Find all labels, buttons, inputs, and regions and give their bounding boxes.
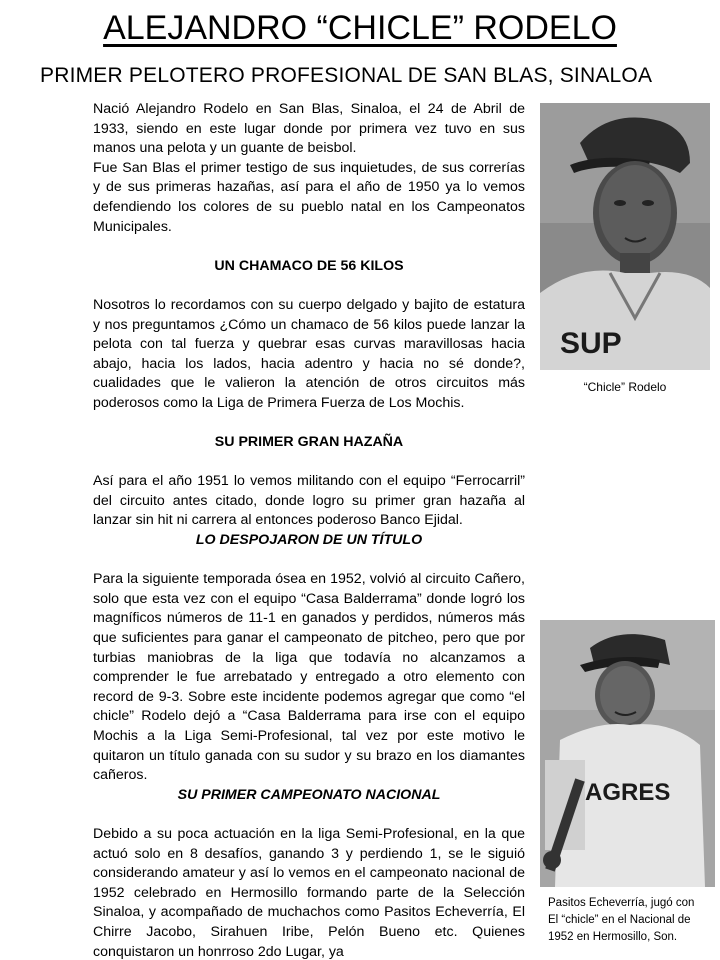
paragraph-campeonato: Debido a su poca actuación en la liga Semi-Profesional, en la que actuó solo en 8 desafíos, ganando 3 y perdiendo 1, se le siguió considerando amateur y así lo vemos en el campeonato nacional de 1952 celebrado en Hermosillo formando parte de la Selección Sinaloa, y acompañado de muchachos como Pasitos Echeverría, El Chirre Jacobo, Sirahuen Iribe, Pelón Bueno etc. Quienes conquistaron un honrroso 2do Lugar, ya [93,825,525,960]
page-subtitle: PRIMER PELOTERO PROFESIONAL DE SAN BLAS, SINALOA [40,64,653,87]
article-body [93,100,525,960]
portrait-illustration [540,103,710,370]
photo-caption-rodelo: “Chicle” Rodelo [583,380,667,394]
heading-despojaron: LO DESPOJARON DE UN TÍTULO [195,532,423,549]
pitcher-illustration [540,620,715,887]
photo-pasitos-echeverria [540,620,715,887]
paragraph-hazana: Así para el año 1951 lo vemos militando con el equipo “Ferrocarril” del circuito antes citado, donde logro su primer gran hazaña al lanzar sin hit ni carrera al entonces poderoso Banco Ejidal. [93,473,525,529]
paragraph-chamaco: Nosotros lo recordamos con su cuerpo delgado y bajito de estatura y nos preguntamos ¿Cómo un chamaco de 56 kilos puede lanzar la pelota con tal fuerza y quebrar esas curvas maravillosas hacia abajo, hacia los lados, hacia adentro y hacia no sé donde?, cualidades que le valieron la atención de otros circuitos más poderosos como la Liga de Primera Fuerza de Los Mochis. [93,296,525,411]
caption-line: El “chicle” en el Nacional de [548,914,691,926]
caption-line: 1952 en Hermosillo, Son. [548,931,678,943]
heading-primera-hazana: SU PRIMER GRAN HAZAÑA [214,434,404,451]
paragraph-san-blas: Fue San Blas el primer testigo de sus inquietudes, de sus correrías y de sus primeras hazañas, así para el año de 1950 ya lo vemos defendiendo los colores de su pueblo natal en los Campeonatos Municipales. [93,159,525,235]
page-title: ALEJANDRO “CHICLE” RODELO [103,9,617,47]
photo-caption-pasitos [548,895,720,946]
jersey-text: AGRES [585,779,671,806]
jersey-text: SUP [560,327,622,360]
paragraph-birth: Nació Alejandro Rodelo en San Blas, Sinaloa, el 24 de Abril de 1933, siendo en este lugar donde por primera vez tuvo en sus manos una pelota y un guante de beisbol. [93,101,525,157]
caption-line: Pasitos Echeverría, jugó con [548,897,695,909]
photo-chicle-rodelo [540,103,710,370]
heading-campeonato-nacional: SU PRIMER CAMPEONATO NACIONAL [177,786,441,803]
paragraph-despojaron: Para la siguiente temporada ósea en 1952, volvió al circuito Cañero, solo que esta vez con el equipo “Casa Balderrama” donde logró los magníficos números de 11-1 en ganados y perdidos, números más que suficientes para ganar el campeonato de pitcheo, pero que por turbias maniobras de la liga que todavía no alcanzamos a comprender le fue arrebatado y entregado a otro elemento con record de 9-3. Sobre este incidente podemos agregar que como “el chicle” Rodelo dejó a “Casa Balderrama para irse con el equipo Mochis a la Liga Semi-Profesional, tal vez por este motivo le quitaron un título ganada con su sudor y su brazo en los diamantes cañeros. [93,571,525,784]
heading-chamaco: UN CHAMACO DE 56 KILOS [214,257,404,274]
